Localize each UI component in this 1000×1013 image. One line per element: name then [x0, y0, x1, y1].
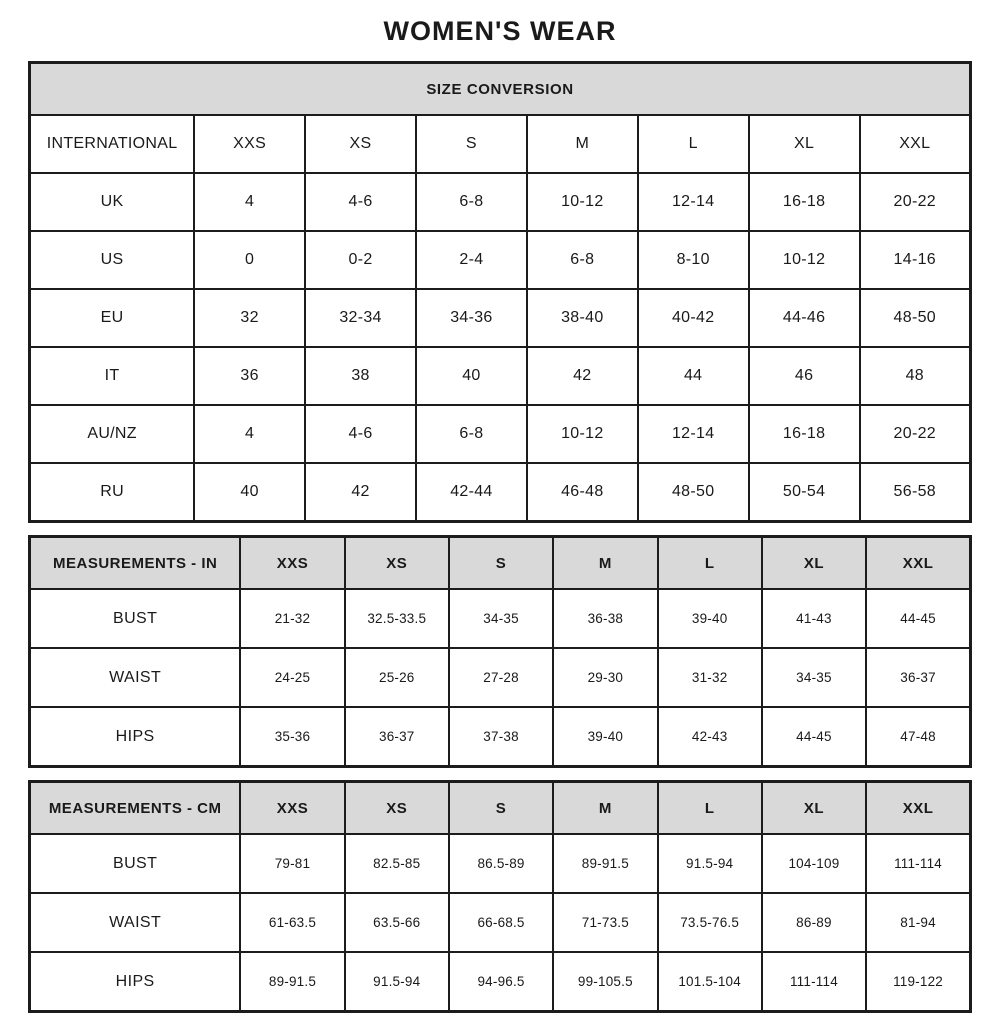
table-row — [30, 173, 971, 231]
table-cell: 0-2 — [305, 231, 416, 289]
table-cell: 48 — [860, 347, 971, 405]
table-cell: 86.5-89 — [449, 834, 553, 893]
table-cell: 31-32 — [658, 648, 762, 707]
column-header-cell: S — [449, 782, 553, 835]
table-cell: 44 — [638, 347, 749, 405]
table-cell: 32-34 — [305, 289, 416, 347]
column-header-cell: XXL — [866, 782, 970, 835]
column-header-cell: L — [658, 782, 762, 835]
table-cell: 91.5-94 — [658, 834, 762, 893]
table-cell: 0 — [194, 231, 305, 289]
row-label-cell: WAIST — [30, 893, 241, 952]
table-cell: 50-54 — [749, 463, 860, 522]
table-cell: 6-8 — [416, 173, 527, 231]
table-cell: 44-45 — [866, 589, 970, 648]
table-cell: 14-16 — [860, 231, 971, 289]
table-title-cell: SIZE CONVERSION — [30, 63, 971, 116]
table-cell: 46-48 — [527, 463, 638, 522]
table-cell: 10-12 — [527, 405, 638, 463]
table-cell: 44-46 — [749, 289, 860, 347]
table-cell: 12-14 — [638, 405, 749, 463]
table-cell: 27-28 — [449, 648, 553, 707]
column-header-cell: XS — [305, 115, 416, 173]
row-label-cell: HIPS — [30, 707, 241, 767]
column-header-cell: L — [658, 537, 762, 590]
table-cell: 32.5-33.5 — [345, 589, 449, 648]
page-title: WOMEN'S WEAR — [383, 16, 617, 46]
table-cell: 73.5-76.5 — [658, 893, 762, 952]
table-row — [30, 231, 971, 289]
table-cell: 29-30 — [553, 648, 657, 707]
row-label-cell: EU — [30, 289, 195, 347]
table-title-row — [30, 63, 971, 116]
table-cell: 48-50 — [638, 463, 749, 522]
table-cell: 41-43 — [762, 589, 866, 648]
table-cell: 20-22 — [860, 173, 971, 231]
table-cell: 82.5-85 — [345, 834, 449, 893]
column-header-row — [30, 782, 971, 835]
table-cell: 99-105.5 — [553, 952, 657, 1012]
table-cell: 44-45 — [762, 707, 866, 767]
table-cell: 89-91.5 — [240, 952, 344, 1012]
column-header-cell: M — [527, 115, 638, 173]
measurements-in-table — [28, 535, 972, 768]
size-conversion-table — [28, 61, 972, 523]
column-header-cell: XXS — [240, 537, 344, 590]
table-cell: 4 — [194, 405, 305, 463]
table-cell: 16-18 — [749, 405, 860, 463]
column-header-cell: S — [449, 537, 553, 590]
table-cell: 86-89 — [762, 893, 866, 952]
row-label-cell: US — [30, 231, 195, 289]
table-cell: 119-122 — [866, 952, 970, 1012]
column-header-cell: XXL — [860, 115, 971, 173]
table-cell: 2-4 — [416, 231, 527, 289]
row-label-cell: BUST — [30, 589, 241, 648]
table-cell: 40-42 — [638, 289, 749, 347]
table-cell: 34-35 — [449, 589, 553, 648]
table-row — [30, 952, 971, 1012]
table-cell: 42-43 — [658, 707, 762, 767]
column-header-row — [30, 537, 971, 590]
table-cell: 21-32 — [240, 589, 344, 648]
column-header-cell: XL — [762, 782, 866, 835]
column-header-cell: XXS — [240, 782, 344, 835]
column-header-cell: XL — [762, 537, 866, 590]
table-cell: 36 — [194, 347, 305, 405]
table-cell: 36-37 — [866, 648, 970, 707]
table-cell: 8-10 — [638, 231, 749, 289]
table-cell: 4 — [194, 173, 305, 231]
table-cell: 66-68.5 — [449, 893, 553, 952]
table-cell: 38-40 — [527, 289, 638, 347]
table-cell: 81-94 — [866, 893, 970, 952]
table-cell: 91.5-94 — [345, 952, 449, 1012]
table-cell: 71-73.5 — [553, 893, 657, 952]
column-header-cell: M — [553, 537, 657, 590]
table-cell: 4-6 — [305, 173, 416, 231]
table-cell: 25-26 — [345, 648, 449, 707]
table-cell: 34-35 — [762, 648, 866, 707]
table-cell: 20-22 — [860, 405, 971, 463]
table-cell: 111-114 — [762, 952, 866, 1012]
table-row — [30, 405, 971, 463]
table-cell: 42 — [527, 347, 638, 405]
table-cell: 104-109 — [762, 834, 866, 893]
table-cell: 56-58 — [860, 463, 971, 522]
table-cell: 6-8 — [527, 231, 638, 289]
table-cell: 48-50 — [860, 289, 971, 347]
table-cell: 61-63.5 — [240, 893, 344, 952]
table-cell: 111-114 — [866, 834, 970, 893]
table-row — [30, 289, 971, 347]
row-label-cell: WAIST — [30, 648, 241, 707]
table-row — [30, 707, 971, 767]
table-row — [30, 648, 971, 707]
table-row — [30, 347, 971, 405]
column-header-cell: S — [416, 115, 527, 173]
table-cell: 40 — [416, 347, 527, 405]
measurements-cm-table — [28, 780, 972, 1013]
row-label-cell: HIPS — [30, 952, 241, 1012]
table-title-cell: MEASUREMENTS - CM — [30, 782, 241, 835]
table-cell: 32 — [194, 289, 305, 347]
table-title-cell: MEASUREMENTS - IN — [30, 537, 241, 590]
column-header-cell: XS — [345, 537, 449, 590]
table-cell: 38 — [305, 347, 416, 405]
table-cell: 79-81 — [240, 834, 344, 893]
table-cell: 40 — [194, 463, 305, 522]
column-header-cell: M — [553, 782, 657, 835]
table-cell: 39-40 — [553, 707, 657, 767]
row-label-cell: BUST — [30, 834, 241, 893]
column-header-cell: XXS — [194, 115, 305, 173]
table-cell: 10-12 — [527, 173, 638, 231]
table-cell: 4-6 — [305, 405, 416, 463]
table-cell: 36-37 — [345, 707, 449, 767]
column-header-cell: L — [638, 115, 749, 173]
table-row — [30, 589, 971, 648]
table-cell: 37-38 — [449, 707, 553, 767]
table-row — [30, 463, 971, 522]
table-cell: 10-12 — [749, 231, 860, 289]
table-row — [30, 893, 971, 952]
table-cell: 46 — [749, 347, 860, 405]
table-cell: 24-25 — [240, 648, 344, 707]
table-cell: 39-40 — [658, 589, 762, 648]
table-cell: 16-18 — [749, 173, 860, 231]
table-cell: 36-38 — [553, 589, 657, 648]
table-cell: 35-36 — [240, 707, 344, 767]
table-cell: 94-96.5 — [449, 952, 553, 1012]
column-header-cell: XL — [749, 115, 860, 173]
row-header-label-cell: INTERNATIONAL — [30, 115, 195, 173]
table-cell: 42-44 — [416, 463, 527, 522]
table-cell: 101.5-104 — [658, 952, 762, 1012]
row-label-cell: AU/NZ — [30, 405, 195, 463]
table-cell: 47-48 — [866, 707, 970, 767]
table-cell: 63.5-66 — [345, 893, 449, 952]
table-cell: 42 — [305, 463, 416, 522]
table-row — [30, 834, 971, 893]
row-label-cell: RU — [30, 463, 195, 522]
table-cell: 12-14 — [638, 173, 749, 231]
column-header-row — [30, 115, 971, 173]
row-label-cell: IT — [30, 347, 195, 405]
column-header-cell: XS — [345, 782, 449, 835]
column-header-cell: XXL — [866, 537, 970, 590]
table-cell: 6-8 — [416, 405, 527, 463]
table-cell: 89-91.5 — [553, 834, 657, 893]
table-cell: 34-36 — [416, 289, 527, 347]
row-label-cell: UK — [30, 173, 195, 231]
